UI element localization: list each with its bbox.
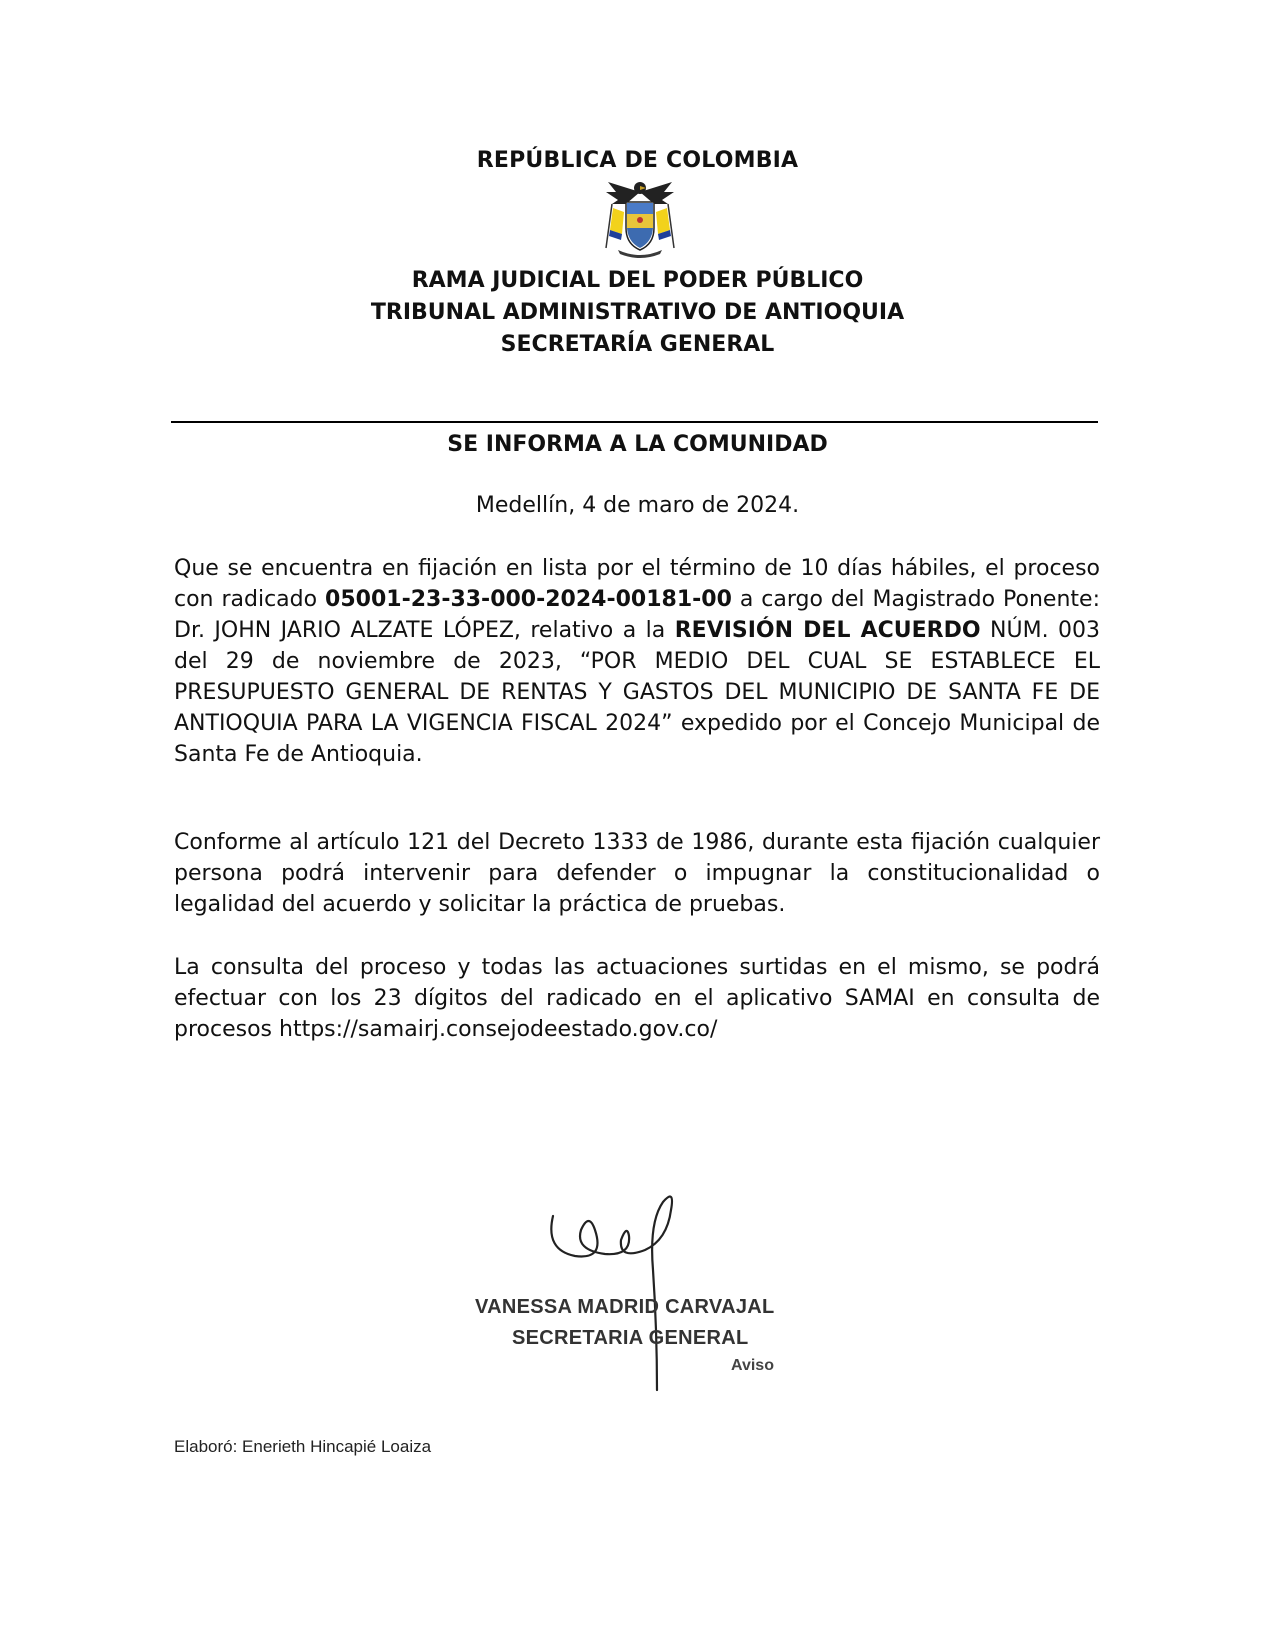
paragraph-legal-basis: Conforme al artículo 121 del Decreto 1333 de 1986, durante esta fijación cualquier persona podrá intervenir para defender o impugnar la constitucionalidad o legalidad del acuerdo y solicitar la práctica de pruebas. — [174, 830, 1100, 917]
judicial-branch-heading: RAMA JUDICIAL DEL PODER PÚBLICO — [411, 268, 864, 293]
secretariat-heading: SECRETARÍA GENERAL — [500, 332, 775, 357]
paragraph-consultation: La consulta del proceso y todas las actuaciones surtidas en el mismo, se podrá efectuar con los 23 dígitos del radicado en el aplicativo SAMAI en consulta de procesos https://samairj.consejodeestado.gov.co/ — [174, 955, 1100, 1042]
tribunal-heading: TRIBUNAL ADMINISTRATIVO DE ANTIOQUIA — [370, 300, 905, 325]
notice-title: SE INFORMA A LA COMUNIDAD — [447, 432, 828, 457]
paragraph1-text-b: a cargo del Magistrado Ponente: Dr. JOHN JARIO ALZATE LÓPEZ, relativo a la — [174, 587, 1100, 643]
signature-note: Aviso — [731, 1357, 774, 1374]
country-heading: REPÚBLICA DE COLOMBIA — [476, 148, 799, 173]
signatory-role: SECRETARIA GENERAL — [512, 1327, 749, 1349]
prepared-by-footer: Elaboró: Enerieth Hincapié Loaiza — [174, 1437, 432, 1456]
paragraph1-text-c: NÚM. 003 del 29 de noviembre de 2023, “POR MEDIO DEL CUAL SE ESTABLECE EL PRESUPUESTO GENERAL DE RENTAS Y GASTOS DEL MUNICIPIO DE SANTA FE DE ANTIOQUIA PARA LA VIGENCIA FISCAL 2024” expedido por el Concejo Municipal de Santa Fe de Antioquia. — [174, 618, 1101, 767]
signatory-name: VANESSA MADRID CARVAJAL — [475, 1296, 775, 1318]
notice-date: Medellín, 4 de maro de 2024. — [475, 493, 800, 518]
radicado-number: 05001-23-33-000-2024-00181-00 — [325, 587, 732, 612]
colombia-coat-of-arms-icon — [604, 178, 676, 258]
header-divider — [171, 421, 1098, 423]
subject-bold: REVISIÓN DEL ACUERDO — [674, 618, 981, 643]
handwritten-signature — [545, 1190, 710, 1395]
paragraph-process-notice — [174, 553, 1100, 770]
paragraph1-text-a: Que se encuentra en fijación en lista por el término de 10 días hábiles, el proceso con radicado — [174, 556, 1100, 612]
